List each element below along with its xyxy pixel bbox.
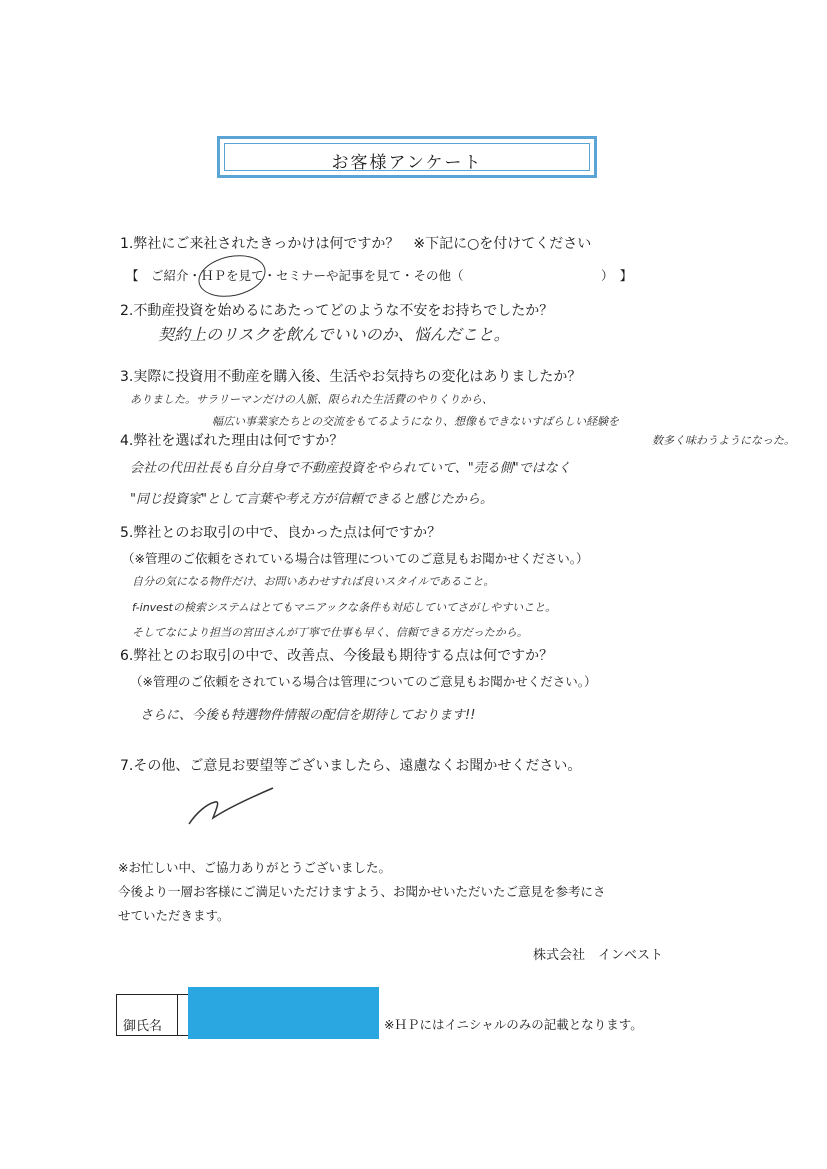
- question-1-options: 【 ご紹介・ＨＰを見て・セミナーや記事を見て・その他（ ） 】: [126, 268, 633, 283]
- question-5: 5.弊社とのお取引の中で、良かった点は何ですか？: [120, 525, 442, 541]
- question-2: 2.不動産投資を始めるにあたってどのような不安をお持ちでしたか？: [120, 303, 554, 319]
- company-name: 株式会社 インベスト: [533, 948, 664, 963]
- answer-4-line-1: 会社の代田社長も自分自身で不動産投資をやられていて、"売る側"ではなく: [130, 461, 571, 476]
- answer-4-line-2: "同じ投資家"として言葉や考え方が信頼できると感じたから。: [130, 492, 493, 507]
- page-title: お客様アンケート: [331, 153, 483, 173]
- title-box: [217, 136, 597, 178]
- question-6-note: （※管理のご依頼をされている場合は管理についてのご意見もお聞かせください。）: [130, 674, 597, 689]
- question-1: 1.弊社にご来社されたきっかけは何ですか？ ※下記に○を付けてください: [120, 236, 592, 252]
- name-label: 御氏名: [123, 1019, 163, 1034]
- answer-3-line-1: ありました。サラリーマンだけの人脈、限られた生活費のやりくりから、: [130, 393, 493, 406]
- pen-mark: [185, 782, 280, 830]
- question-7: 7.その他、ご意見お要望等ございましたら、遠慮なくお聞かせください。: [120, 758, 582, 774]
- closing-line-2: 今後より一層お客様にご満足いただけますよう、お聞かせいただいたご意見を参考にさ: [118, 884, 606, 899]
- redaction-block: [188, 987, 379, 1039]
- answer-3-line-3: 数多く味わうようになった。: [652, 434, 795, 447]
- selected-option-circle: [195, 249, 270, 302]
- answer-6: さらに、今後も特選物件情報の配信を期待しております!!: [140, 708, 476, 723]
- question-4: 4.弊社を選ばれた理由は何ですか？: [120, 433, 344, 449]
- closing-line-3: せていただきます。: [118, 908, 230, 923]
- answer-5-line-3: そしてなにより担当の宮田さんが丁寧で仕事も早く、信頼できる方だったから。: [132, 626, 528, 639]
- question-3: 3.実際に投資用不動産を購入後、生活やお気持ちの変化はありましたか？: [120, 369, 582, 385]
- hp-initials-note: ※ＨＰにはイニシャルのみの記載となります。: [384, 1017, 643, 1032]
- answer-5-line-2: f-investの検索システムはとてもマニアックな条件も対応していてさがしやすいこと。: [132, 601, 557, 614]
- question-6: 6.弊社とのお取引の中で、改善点、今後最も期待する点は何ですか？: [120, 648, 554, 664]
- closing-line-1: ※お忙しい中、ご協力ありがとうございました。: [118, 860, 391, 875]
- answer-3-line-2: 幅広い事業家たちとの交流をもてるようになり、想像もできないすばらしい経験を: [212, 415, 619, 428]
- name-label-cell: [116, 994, 178, 1036]
- question-5-note: （※管理のご依頼をされている場合は管理についてのご意見もお聞かせください。）: [122, 551, 589, 566]
- answer-2: 契約上のリスクを飲んでいいのか、悩んだこと。: [158, 325, 510, 344]
- answer-5-line-1: 自分の気になる物件だけ、お問いあわせすれば良いスタイルであること。: [132, 575, 495, 588]
